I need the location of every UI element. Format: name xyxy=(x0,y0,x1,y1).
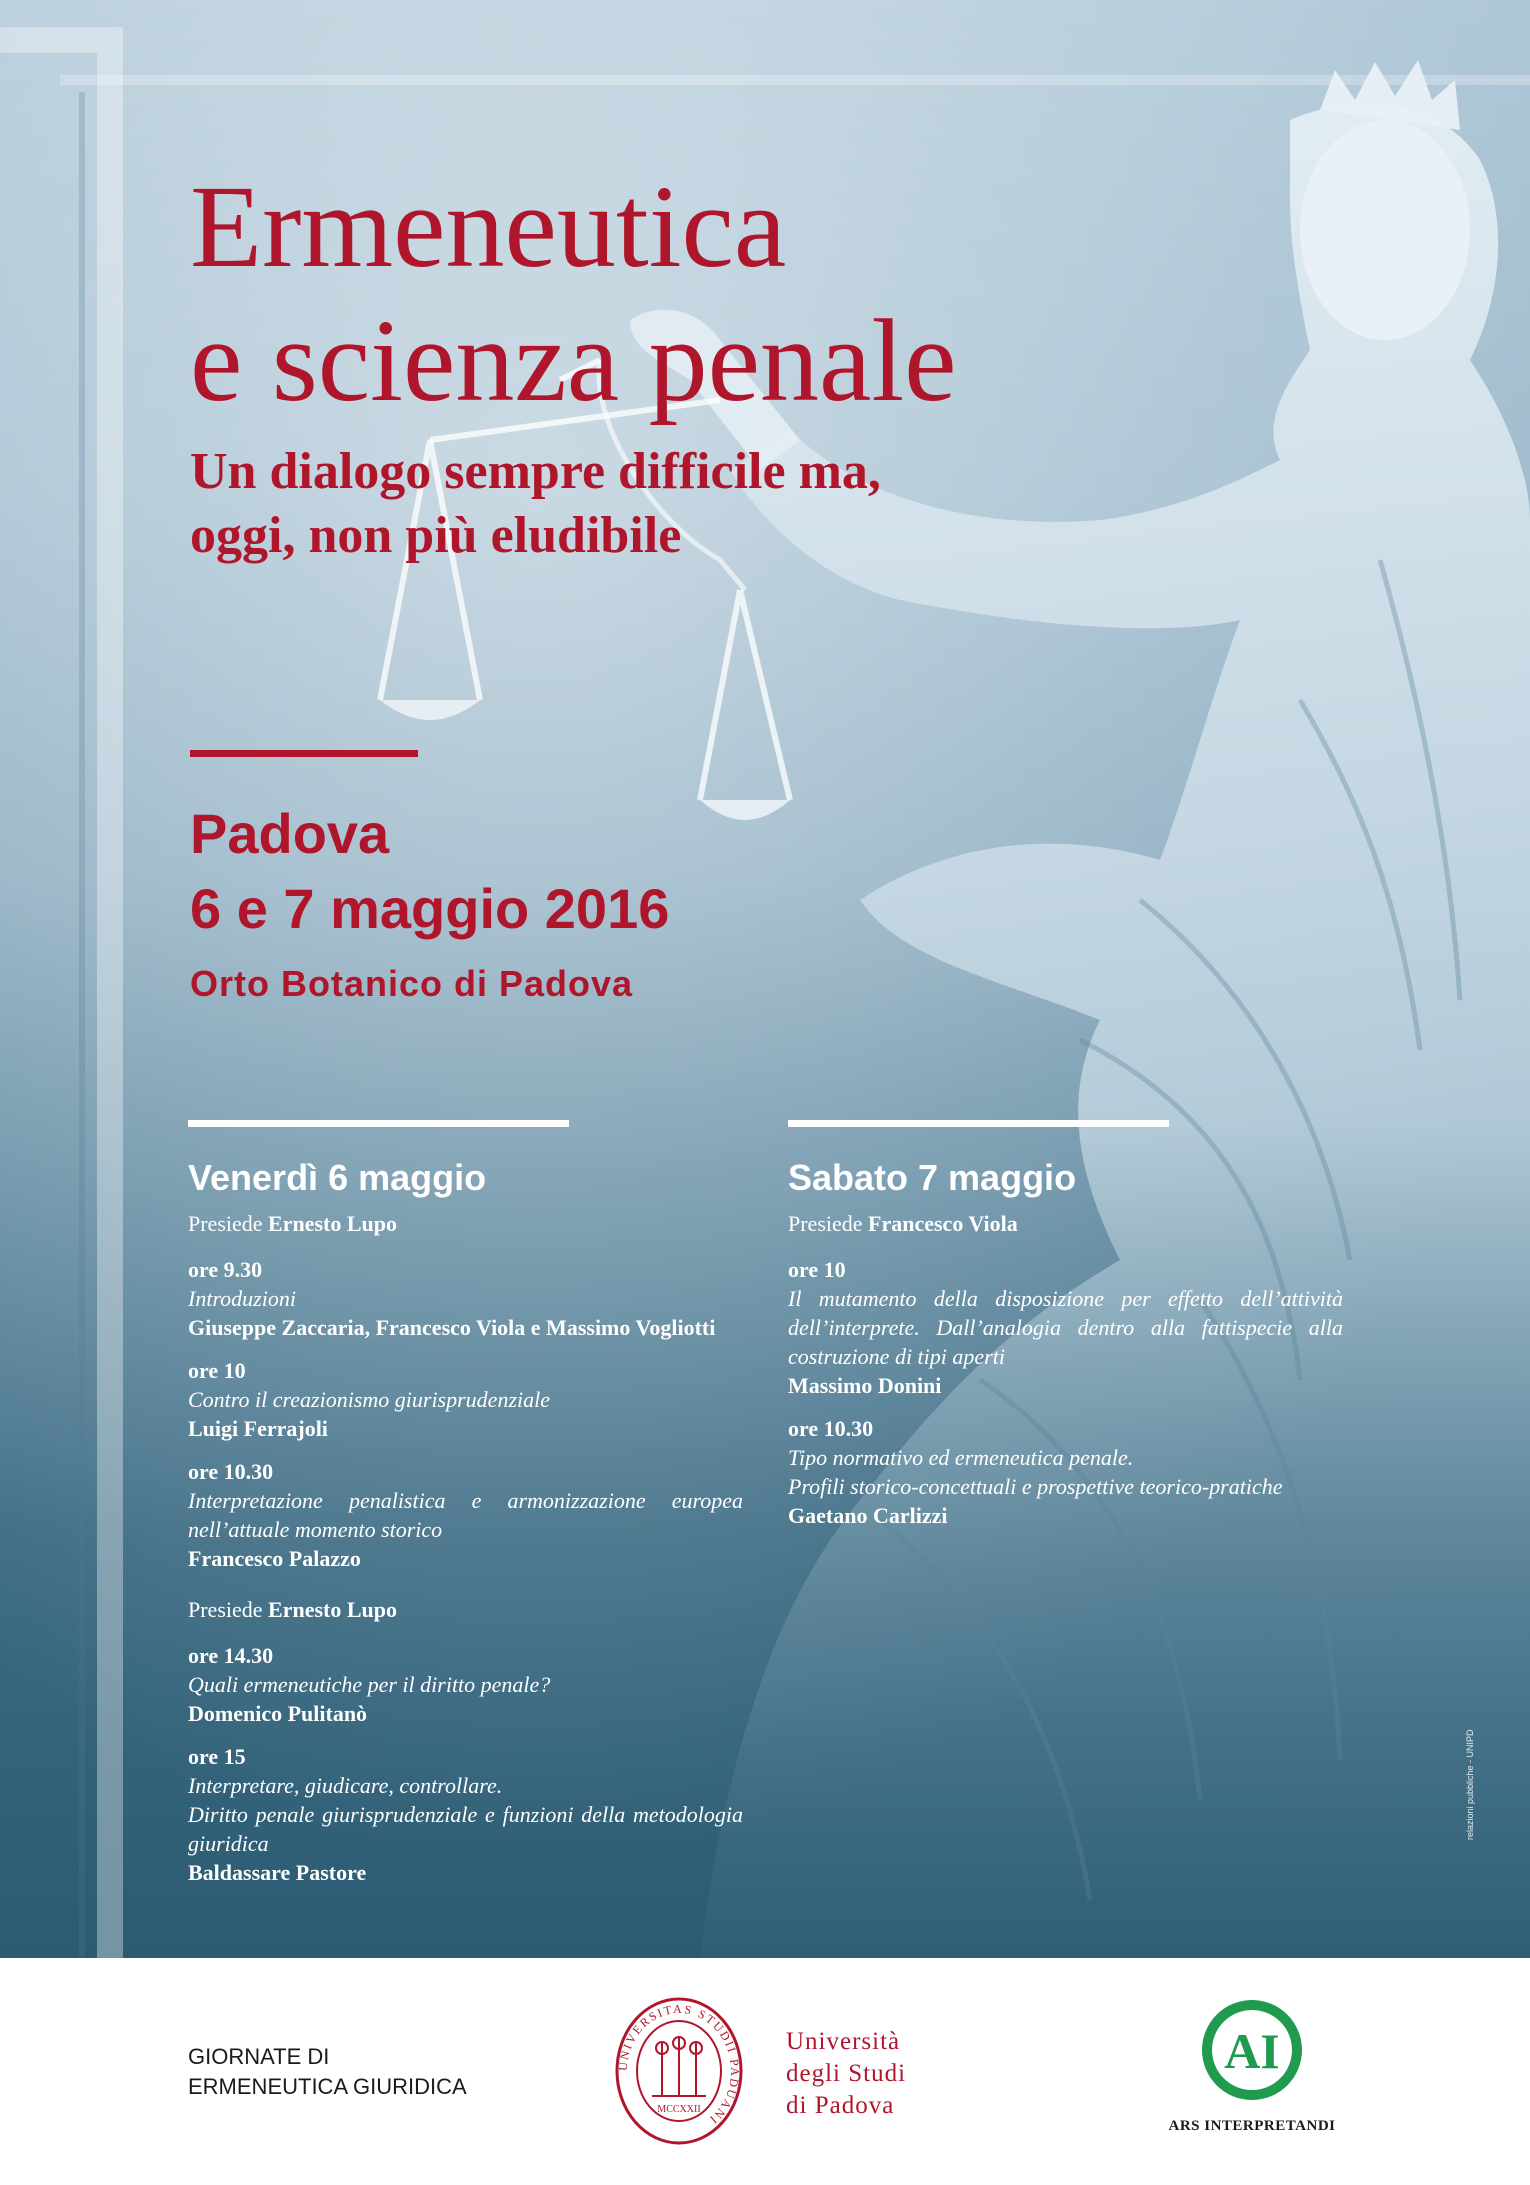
chair-name: Francesco Viola xyxy=(868,1211,1018,1236)
session-title-continued: Profili storico-concettuali e prospettive teorico-pratiche xyxy=(788,1474,1283,1499)
credit-text: relazioni pubbliche - UNIPD xyxy=(1465,1729,1475,1840)
day-1-chair xyxy=(188,1209,743,1239)
session-item xyxy=(788,1414,1343,1530)
session-item xyxy=(188,1742,743,1887)
chair-name: Ernesto Lupo xyxy=(268,1597,398,1622)
chair-label: Presiede xyxy=(188,1211,263,1236)
session-title: Contro il creazionismo giurisprudenziale xyxy=(188,1387,550,1412)
session-speakers: Baldassare Pastore xyxy=(188,1860,367,1885)
event-subtitle-line-2: oggi, non più eludibile xyxy=(190,507,682,564)
session-title-continued: Diritto penale giurisprudenziale e funzioni della metodologia giuridica xyxy=(188,1802,743,1856)
session-item xyxy=(188,1457,743,1573)
event-title xyxy=(190,160,956,428)
session-time: ore 10 xyxy=(188,1358,246,1383)
university-name-line-3: di Padova xyxy=(786,2092,895,2119)
event-title-line-1: Ermeneutica xyxy=(190,161,787,292)
ars-interpretandi-name: ARS INTERPRETANDI xyxy=(1168,2118,1336,2134)
chair-label: Presiede xyxy=(188,1597,263,1622)
session-item xyxy=(188,1255,743,1342)
session-title: Introduzioni xyxy=(188,1286,296,1311)
ars-monogram: AI xyxy=(1224,2023,1280,2079)
event-subtitle xyxy=(190,440,881,568)
seal-text: UNIVERSITAS STUDII PADUANI xyxy=(615,2001,743,2128)
session-time: ore 15 xyxy=(188,1744,246,1769)
event-city: Padova xyxy=(190,802,390,865)
footer-series-line-1: GIORNATE DI xyxy=(188,2044,330,2069)
white-divider-day-1 xyxy=(188,1120,569,1127)
chair-name: Ernesto Lupo xyxy=(268,1211,398,1236)
session-speakers: Francesco Palazzo xyxy=(188,1546,361,1571)
session-time: ore 9.30 xyxy=(188,1257,263,1282)
session-item xyxy=(188,1641,743,1728)
day-2-chair xyxy=(788,1209,1343,1239)
seal-year: MCCXXII xyxy=(657,2104,701,2115)
session-speakers: Gaetano Carlizzi xyxy=(788,1503,948,1528)
event-dates: 6 e 7 maggio 2016 xyxy=(190,877,670,940)
day-2-title: Sabato 7 maggio xyxy=(788,1157,1077,1198)
session-item xyxy=(788,1255,1343,1400)
footer-series-line-2: ERMENEUTICA GIURIDICA xyxy=(188,2074,467,2099)
session-time: ore 10.30 xyxy=(788,1416,874,1441)
chair-label: Presiede xyxy=(788,1211,863,1236)
event-subtitle-line-1: Un dialogo sempre difficile ma, xyxy=(190,443,881,500)
day-1-program xyxy=(188,1155,743,1901)
footer xyxy=(0,1958,1530,2185)
footer-series-label xyxy=(188,2042,467,2102)
session-item xyxy=(188,1356,743,1443)
session-title: Interpretazione penalistica e armonizzazione europea nell’attuale momento storico xyxy=(188,1488,743,1542)
event-title-line-2: e scienza penale xyxy=(190,295,957,426)
white-divider-day-2 xyxy=(788,1120,1169,1127)
session-time: ore 10 xyxy=(788,1257,846,1282)
session-time: ore 10.30 xyxy=(188,1459,274,1484)
session-title: Tipo normativo ed ermeneutica penale. xyxy=(788,1445,1134,1470)
university-name xyxy=(786,2026,906,2122)
university-name-line-2: degli Studi xyxy=(786,2060,907,2087)
day-1-chair-afternoon xyxy=(188,1595,743,1625)
ars-interpretandi-logo xyxy=(1200,1998,1304,2102)
session-speakers: Giuseppe Zaccaria, Francesco Viola e Massimo Vogliotti xyxy=(188,1315,716,1340)
session-speakers: Luigi Ferrajoli xyxy=(188,1416,328,1441)
red-divider xyxy=(190,750,418,757)
session-time: ore 14.30 xyxy=(188,1643,274,1668)
day-2-program xyxy=(788,1155,1343,1544)
day-1-title: Venerdì 6 maggio xyxy=(188,1157,487,1198)
session-title: Interpretare, giudicare, controllare. xyxy=(188,1773,503,1798)
university-seal-logo xyxy=(614,1996,744,2146)
session-title: Quali ermeneutiche per il diritto penale? xyxy=(188,1672,551,1697)
university-name-line-1: Università xyxy=(786,2028,901,2055)
session-speakers: Massimo Donini xyxy=(788,1373,942,1398)
event-venue: Orto Botanico di Padova xyxy=(190,963,634,1004)
session-title: Il mutamento della disposizione per effetto dell’attività dell’interprete. Dall’analogia dentro alla fattispecie alla costruzione di tipi aperti xyxy=(788,1286,1343,1369)
session-speakers: Domenico Pulitanò xyxy=(188,1701,368,1726)
